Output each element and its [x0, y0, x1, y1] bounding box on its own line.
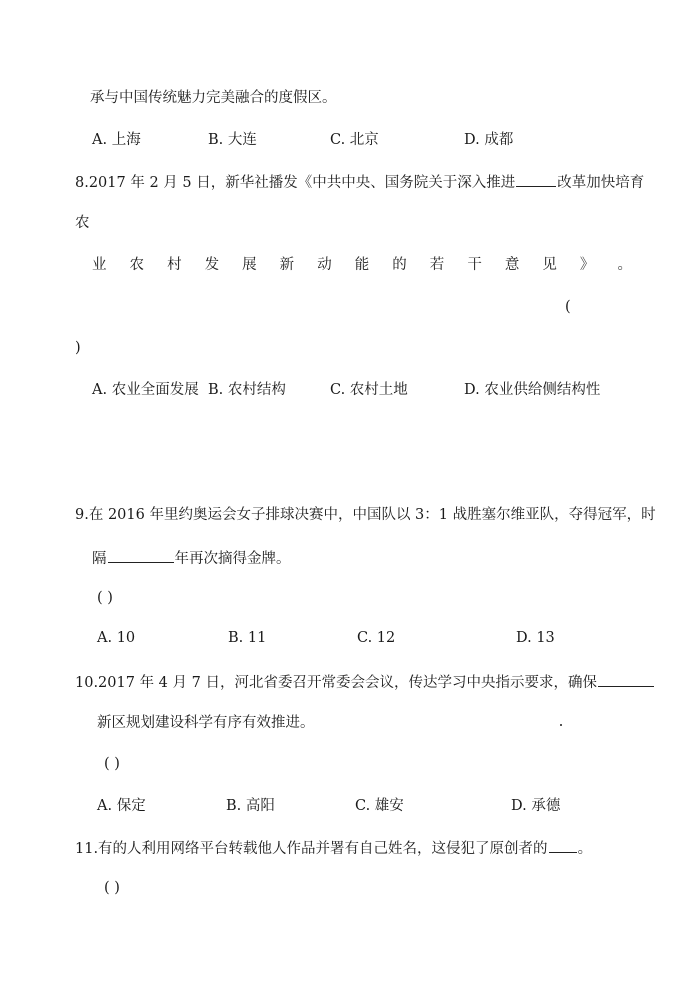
q8-char: 》: [579, 257, 595, 273]
q8-stem-line2: 农: [75, 215, 90, 231]
q7-option-b: B. 大连: [208, 132, 257, 148]
q9-stem-before: 隔: [92, 551, 107, 567]
q8-char: 动: [317, 257, 332, 273]
q10-stem-line2: 新区规划建设科学有序有效推进。: [97, 715, 315, 731]
q8-char: 农: [129, 257, 145, 273]
q11-answer-blank[interactable]: [549, 838, 577, 853]
q9-option-b: B. 11: [228, 630, 267, 646]
q8-char: 新: [279, 257, 295, 273]
q9-stem: 9.在 2016 年里约奥运会女子排球决赛中，中国队以 3：1 战胜塞尔维亚队，夺得冠军，时: [75, 507, 656, 523]
q10-stem-before: 10.2017 年 4 月 7 日，河北省委召开常委会会议，传达学习中央指示要求，确保: [75, 675, 597, 691]
q8-char: 村: [167, 257, 182, 273]
q8-char: 意: [504, 257, 520, 273]
q11-stem-before: 11.有的人利用网络平台转载他人作品并署有自己姓名，这侵犯了原创者的: [75, 841, 548, 857]
q9-answer-blank[interactable]: [108, 548, 174, 563]
q8-char: 干: [467, 257, 482, 273]
q8-char: 能: [354, 257, 370, 273]
q9-answer-paren: ( ): [97, 590, 113, 606]
q8-char: 见: [542, 257, 557, 273]
q11-answer-paren: ( ): [104, 880, 120, 896]
q10-answer-blank[interactable]: [598, 672, 654, 687]
q8-char: 若: [429, 257, 445, 273]
q9-stem-after: 年再次摘得金牌。: [174, 551, 291, 567]
q7-option-a: A. 上海: [92, 132, 141, 148]
q9-option-a: A. 10: [97, 630, 136, 646]
q10-stem: [75, 672, 655, 693]
q10-answer-paren: ( ): [104, 756, 120, 772]
q8-stem-line3: [92, 255, 632, 275]
q9-option-c: C. 12: [357, 630, 396, 646]
q7-continuation: 承与中国传统魅力完美融合的度假区。: [90, 90, 337, 106]
q9-option-d: D. 13: [516, 630, 555, 646]
q8-char: 的: [392, 257, 407, 273]
q8-stem: [75, 172, 644, 193]
q8-paren-close: ): [75, 340, 81, 356]
q8-char: 。: [617, 257, 632, 273]
q8-char: 发: [204, 257, 220, 273]
q10-option-b: B. 高阳: [226, 798, 275, 814]
q8-option-d: D. 农业供给侧结构性: [464, 382, 601, 398]
q10-option-a: A. 保定: [97, 798, 146, 814]
q8-paren-open: (: [565, 299, 571, 315]
q8-stem-before: 8.2017 年 2 月 5 日，新华社播发《中共中央、国务院关于深入推进: [75, 175, 516, 191]
q7-option-d: D. 成都: [464, 132, 514, 148]
q10-option-c: C. 雄安: [355, 798, 404, 814]
q9-stem-line2: [92, 548, 291, 569]
q8-option-c: C. 农村土地: [330, 382, 408, 398]
q8-char: 业: [92, 257, 107, 273]
q8-char: 展: [242, 257, 257, 273]
q10-option-d: D. 承德: [511, 798, 561, 814]
q7-option-c: C. 北京: [330, 132, 379, 148]
q8-option-a: A. 农业全面发展: [92, 382, 199, 398]
stray-dot: [560, 724, 562, 726]
q8-option-b: B. 农村结构: [208, 382, 286, 398]
q11-stem-after: 。: [577, 841, 593, 857]
q8-stem-after: 改革加快培育: [557, 175, 645, 191]
q8-answer-blank[interactable]: [516, 172, 556, 187]
q11-stem: [75, 838, 592, 859]
